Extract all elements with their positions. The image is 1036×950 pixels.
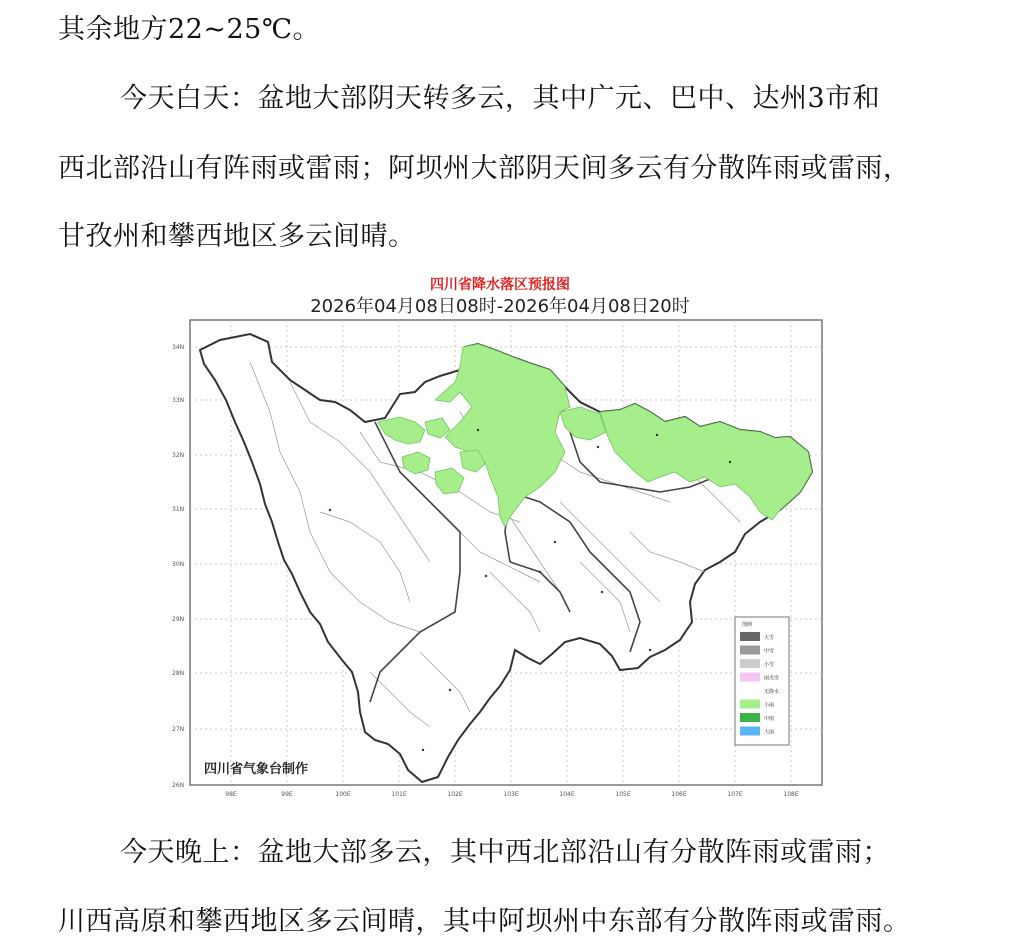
lon-label: 99E — [281, 791, 293, 798]
lon-labels — [225, 791, 799, 798]
lon-label: 108E — [783, 791, 799, 798]
lon-label: 104E — [559, 791, 575, 798]
paragraph-evening-line2: 川西高原和攀西地区多云间晴，其中阿坝州中东部有分散阵雨或雷雨。 — [58, 906, 911, 937]
lon-label: 103E — [503, 791, 519, 798]
lat-label: 34N — [172, 344, 185, 351]
legend-swatch — [740, 659, 760, 668]
legend-swatch — [740, 713, 760, 722]
legend-label: 大雪 — [764, 635, 775, 641]
map-svg — [160, 272, 840, 802]
lat-labels — [172, 344, 184, 789]
legend-label: 小雨 — [764, 702, 775, 709]
paragraph-temperature-end: 其余地方22~25℃。 — [58, 14, 321, 45]
paragraph-daytime-line2: 西北部沿山有阵雨或雷雨；阿坝州大部阴天间多云有分散阵雨或雷雨， — [58, 153, 911, 184]
lon-label: 107E — [727, 791, 743, 798]
legend-swatch — [740, 646, 760, 655]
legend-label: 中雨 — [764, 716, 775, 722]
legend-swatch — [740, 700, 760, 709]
legend-label: 无降水 — [764, 689, 780, 695]
legend-swatch — [740, 673, 760, 682]
precipitation-forecast-map — [160, 272, 840, 802]
paragraph-daytime-line1: 今天白天：盆地大部阴天转多云，其中广元、巴中、达州3市和 — [120, 83, 881, 114]
legend-label: 小雪 — [764, 662, 775, 668]
lat-label: 29N — [172, 616, 185, 623]
lat-label: 32N — [172, 452, 185, 459]
map-credit: 四川省气象台制作 — [204, 762, 309, 777]
lat-label: 31N — [172, 506, 185, 513]
lat-label: 26N — [172, 782, 185, 789]
map-subtitle: 2026年04月08日08时-2026年04月08日20时 — [310, 296, 690, 317]
legend-swatch — [740, 686, 760, 695]
lat-label: 33N — [172, 397, 185, 404]
lat-label: 27N — [172, 726, 185, 733]
lon-label: 98E — [225, 791, 237, 798]
lon-label: 106E — [671, 791, 687, 798]
lon-label: 105E — [615, 791, 631, 798]
legend-label: 大雨 — [764, 729, 775, 736]
legend-swatch — [740, 632, 760, 641]
lon-label: 101E — [391, 791, 407, 798]
map-title: 四川省降水落区预报图 — [430, 277, 570, 293]
lat-label: 30N — [172, 561, 185, 568]
paragraph-daytime-line3: 甘孜州和攀西地区多云间晴。 — [58, 221, 416, 252]
legend-label: 雨夹雪 — [764, 675, 780, 682]
lat-label: 28N — [172, 670, 185, 677]
paragraph-evening-line1: 今天晚上：盆地大部多云，其中西北部沿山有分散阵雨或雷雨； — [120, 837, 890, 868]
lon-label: 100E — [335, 791, 351, 798]
legend-swatch — [740, 727, 760, 736]
lon-label: 102E — [447, 791, 463, 798]
legend-title: 图例 — [742, 622, 753, 628]
legend-label: 中雪 — [764, 648, 775, 655]
map-legend — [735, 617, 789, 745]
